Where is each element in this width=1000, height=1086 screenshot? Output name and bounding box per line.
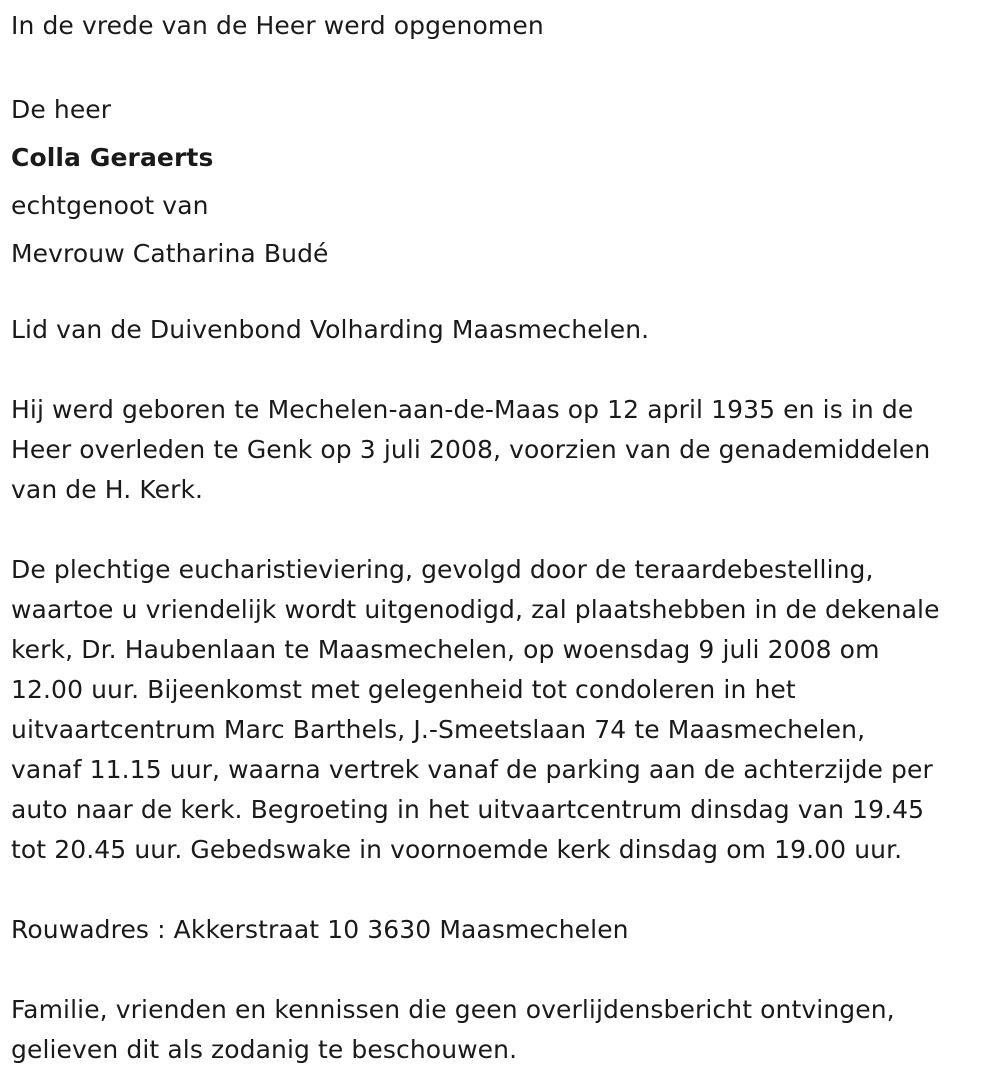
ceremony-paragraph bbox=[11, 550, 940, 870]
ceremony-line: auto naar de kerk. Begroeting in het uitvaartcentrum dinsdag van 19.45 bbox=[11, 795, 925, 824]
closing-line: gelieven dit als zodanig te beschouwen. bbox=[11, 1035, 518, 1064]
closing-line: Familie, vrienden en kennissen die geen overlijdensbericht ontvingen, bbox=[11, 995, 895, 1024]
birth-death-line: Heer overleden te Genk op 3 juli 2008, voorzien van de genademiddelen bbox=[11, 435, 931, 464]
ceremony-line: uitvaartcentrum Marc Barthels, J.-Smeetslaan 74 te Maasmechelen, bbox=[11, 715, 866, 744]
closing-paragraph bbox=[11, 990, 895, 1070]
membership-paragraph bbox=[11, 310, 649, 350]
relation-text: echtgenoot van bbox=[11, 191, 209, 220]
birth-death-line: van de H. Kerk. bbox=[11, 475, 204, 504]
address-paragraph bbox=[11, 910, 629, 950]
deceased-block bbox=[11, 86, 329, 278]
deceased-name: Colla Geraerts bbox=[11, 143, 214, 172]
spouse-name: Mevrouw Catharina Budé bbox=[11, 239, 329, 268]
ceremony-line: 12.00 uur. Bijeenkomst met gelegenheid tot condoleren in het bbox=[11, 675, 796, 704]
ceremony-line: tot 20.45 uur. Gebedswake in voornoemde kerk dinsdag om 19.00 uur. bbox=[11, 835, 903, 864]
ceremony-line: kerk, Dr. Haubenlaan te Maasmechelen, op woensdag 9 juli 2008 om bbox=[11, 635, 880, 664]
ceremony-line: vanaf 11.15 uur, waarna vertrek vanaf de parking aan de achterzijde per bbox=[11, 755, 933, 784]
ceremony-line: De plechtige eucharistieviering, gevolgd door de teraardebestelling, bbox=[11, 555, 874, 584]
birth-death-line: Hij werd geboren te Mechelen-aan-de-Maas op 12 april 1935 en is in de bbox=[11, 395, 914, 424]
ceremony-line: waartoe u vriendelijk wordt uitgenodigd, zal plaatshebben in de dekenale bbox=[11, 595, 940, 624]
salutation: De heer bbox=[11, 95, 112, 124]
intro-paragraph bbox=[11, 6, 544, 46]
birth-death-paragraph bbox=[11, 390, 930, 510]
membership-text: Lid van de Duivenbond Volharding Maasmechelen. bbox=[11, 315, 650, 344]
intro-text: In de vrede van de Heer werd opgenomen bbox=[11, 11, 544, 40]
mourning-address: Rouwadres : Akkerstraat 10 3630 Maasmechelen bbox=[11, 915, 629, 944]
